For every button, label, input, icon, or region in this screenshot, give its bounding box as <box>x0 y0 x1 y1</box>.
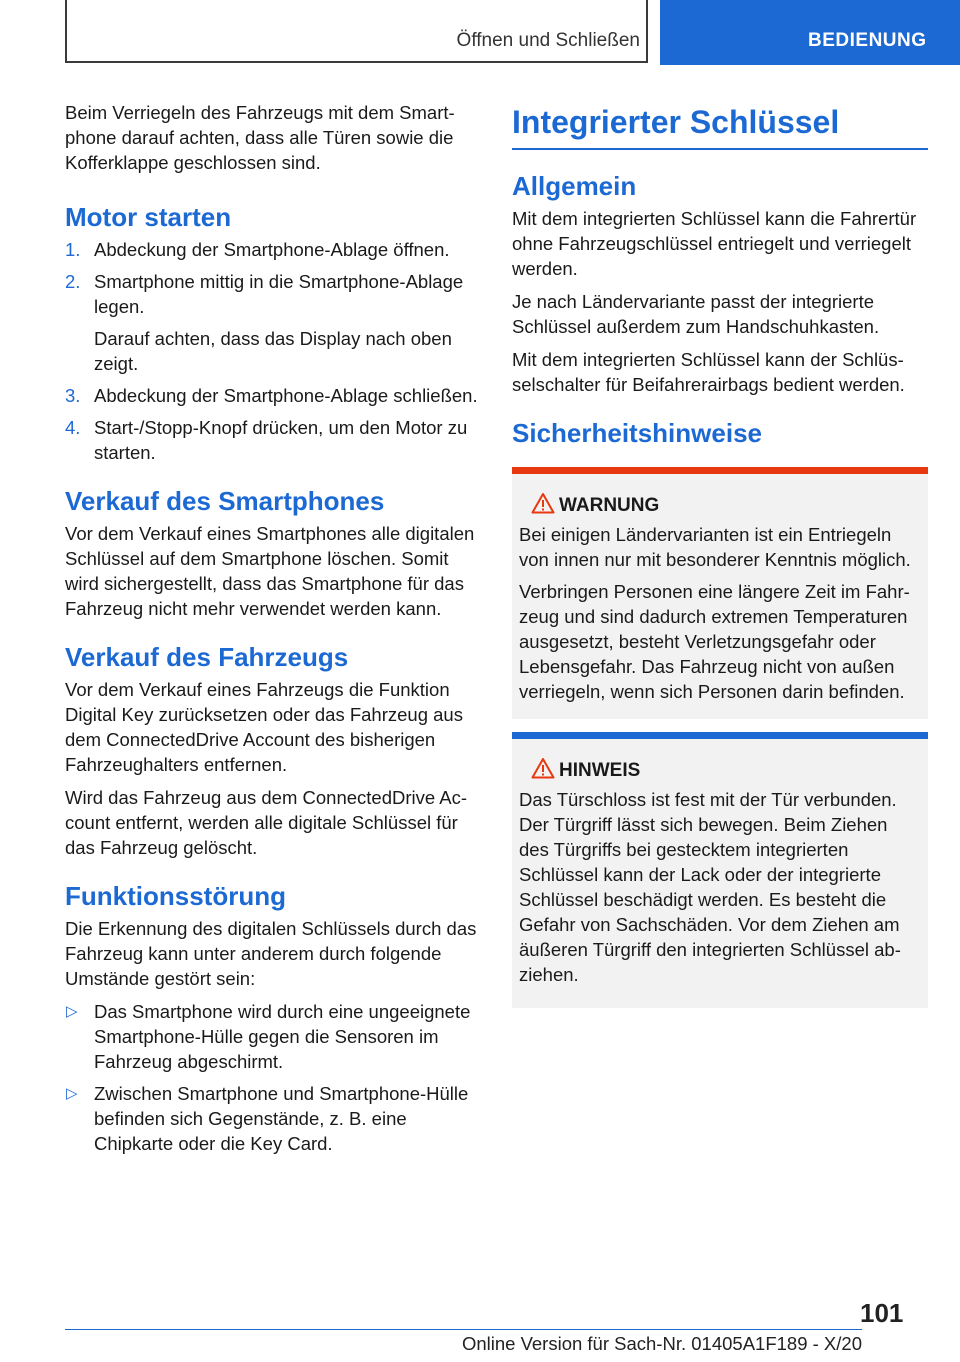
warning-triangle-icon <box>531 757 555 779</box>
left-column <box>65 100 480 1164</box>
warning-paragraph-2: Verbringen Personen eine längere Zeit im Fahrzeug und sind dadurch extremen Temperaturen ausgesetzt, besteht Verletzungsgefahr oder Lebensgefahr. Das Fahrzeug nicht von außen verriegeln, wenn sich Personen darin befinden. <box>519 581 910 702</box>
bullet-text: Das Smartphone wird durch eine ungeeignete Smartphone-Hülle gegen die Sensoren im Fahrzeug abgeschirmt. <box>94 1001 471 1072</box>
warning-triangle-icon <box>531 492 555 514</box>
sale-phone-paragraph: Vor dem Verkauf eines Smartphones alle digitalen Schlüssel auf dem Smartphone löschen. Somit wird sichergestellt, dass das Smartphone für das Fahrzeug nicht mehr verwendet werden kann. <box>65 523 475 619</box>
step-number: 1. <box>65 239 81 260</box>
general-paragraph-3: Mit dem integrierten Schlüssel kann der Schlüsselschalter für Beifahrerairbags bedient werden. <box>512 349 905 395</box>
malfunction-bullets <box>65 999 480 1156</box>
right-column <box>512 100 928 1021</box>
step-number: 3. <box>65 385 81 406</box>
list-item <box>65 269 480 376</box>
general-paragraph-2: Je nach Ländervariante passt der integrierte Schlüssel außerdem zum Handschuhkasten. <box>512 291 880 337</box>
motor-steps-list <box>65 237 480 465</box>
step-number: 2. <box>65 271 81 292</box>
list-item <box>65 999 480 1074</box>
step-subtext: Darauf achten, dass das Display nach oben zeigt. <box>94 328 452 374</box>
list-item <box>65 415 480 465</box>
heading-allgemein: Allgemein <box>512 171 637 201</box>
header-section-title: Öffnen und Schließen <box>456 30 640 51</box>
warning-label: WARNUNG <box>559 495 660 516</box>
heading-verkauf-fahrzeugs: Verkauf des Fahrzeugs <box>65 642 349 672</box>
heading-funktionsstoerung: Funktionsstörung <box>65 881 286 911</box>
step-text: Smartphone mittig in die Smartphone-Ablage legen. <box>94 271 464 317</box>
sale-vehicle-paragraph-2: Wird das Fahrzeug aus dem ConnectedDrive Account entfernt, werden alle digitale Schlüssel für das Fahrzeug gelöscht. <box>65 787 468 858</box>
malfunction-paragraph: Die Erkennung des digitalen Schlüssels durch das Fahrzeug kann unter anderem durch folgende Umstände gestört sein: <box>65 918 477 989</box>
heading-verkauf-smartphones: Verkauf des Smartphones <box>65 486 385 516</box>
warning-box <box>512 467 928 719</box>
step-number: 4. <box>65 417 81 438</box>
triangle-bullet-icon: ▷ <box>66 1003 78 1020</box>
heading-sicherheitshinweise: Sicherheitshinweise <box>512 418 762 448</box>
list-item <box>65 1081 480 1156</box>
sale-vehicle-paragraph-1: Vor dem Verkauf eines Fahrzeugs die Funktion Digital Key zurücksetzen oder das Fahrzeug aus dem ConnectedDrive Account des bisherigen Fahrzeughalters entfernen. <box>65 679 463 775</box>
heading-integrierter-schluessel: Integrierter Schlüssel <box>512 100 928 150</box>
heading-motor-starten: Motor starten <box>65 202 232 232</box>
header-chapter-tab <box>660 0 960 65</box>
hint-paragraph: Das Türschloss ist fest mit der Tür verbunden. Der Türgriff lässt sich bewegen. Beim Ziehen des Türgriffs bei gestecktem integrierten Schlüssel kann der Lack oder der integrierte Schlüssel beschädigt werden. Es besteht die Gefahr von Sachschäden. Vor dem Ziehen am äußeren Türgriff den integrierten Schlüssel abziehen. <box>519 789 901 985</box>
intro-paragraph: Beim Verriegeln des Fahrzeugs mit dem Smartphone darauf achten, dass alle Türen sowie die Kofferklappe geschlossen sind. <box>65 102 455 173</box>
warning-title <box>519 492 921 518</box>
bullet-text: Zwischen Smartphone und Smartphone-Hülle befinden sich Gegenstände, z. B. eine Chipkarte oder die Key Card. <box>94 1083 469 1154</box>
hint-bar <box>512 732 928 739</box>
hint-label: HINWEIS <box>559 760 641 781</box>
header-chapter-label: BEDIENUNG <box>808 30 927 51</box>
triangle-bullet-icon: ▷ <box>66 1085 78 1102</box>
footer-text: Online Version für Sach-Nr. 01405A1F189 - X/20 <box>461 1333 862 1354</box>
step-text: Abdeckung der Smartphone-Ablage schließen. <box>94 385 478 406</box>
footer-divider <box>65 1329 862 1330</box>
hint-box <box>512 732 928 1008</box>
step-text: Start-/Stopp-Knopf drücken, um den Motor zu starten. <box>94 417 468 463</box>
list-item <box>65 237 480 262</box>
page-number: 101 <box>860 1298 904 1328</box>
hint-title <box>519 757 921 783</box>
warning-paragraph-1: Bei einigen Ländervarianten ist ein Entriegeln von innen nur mit besonderer Kenntnis möglich. <box>519 524 911 570</box>
general-paragraph-1: Mit dem integrierten Schlüssel kann die Fahrertür ohne Fahrzeugschlüssel entriegelt und verriegelt werden. <box>512 208 917 279</box>
step-text: Abdeckung der Smartphone-Ablage öffnen. <box>94 239 450 260</box>
list-item <box>65 383 480 408</box>
warning-bar <box>512 467 928 474</box>
